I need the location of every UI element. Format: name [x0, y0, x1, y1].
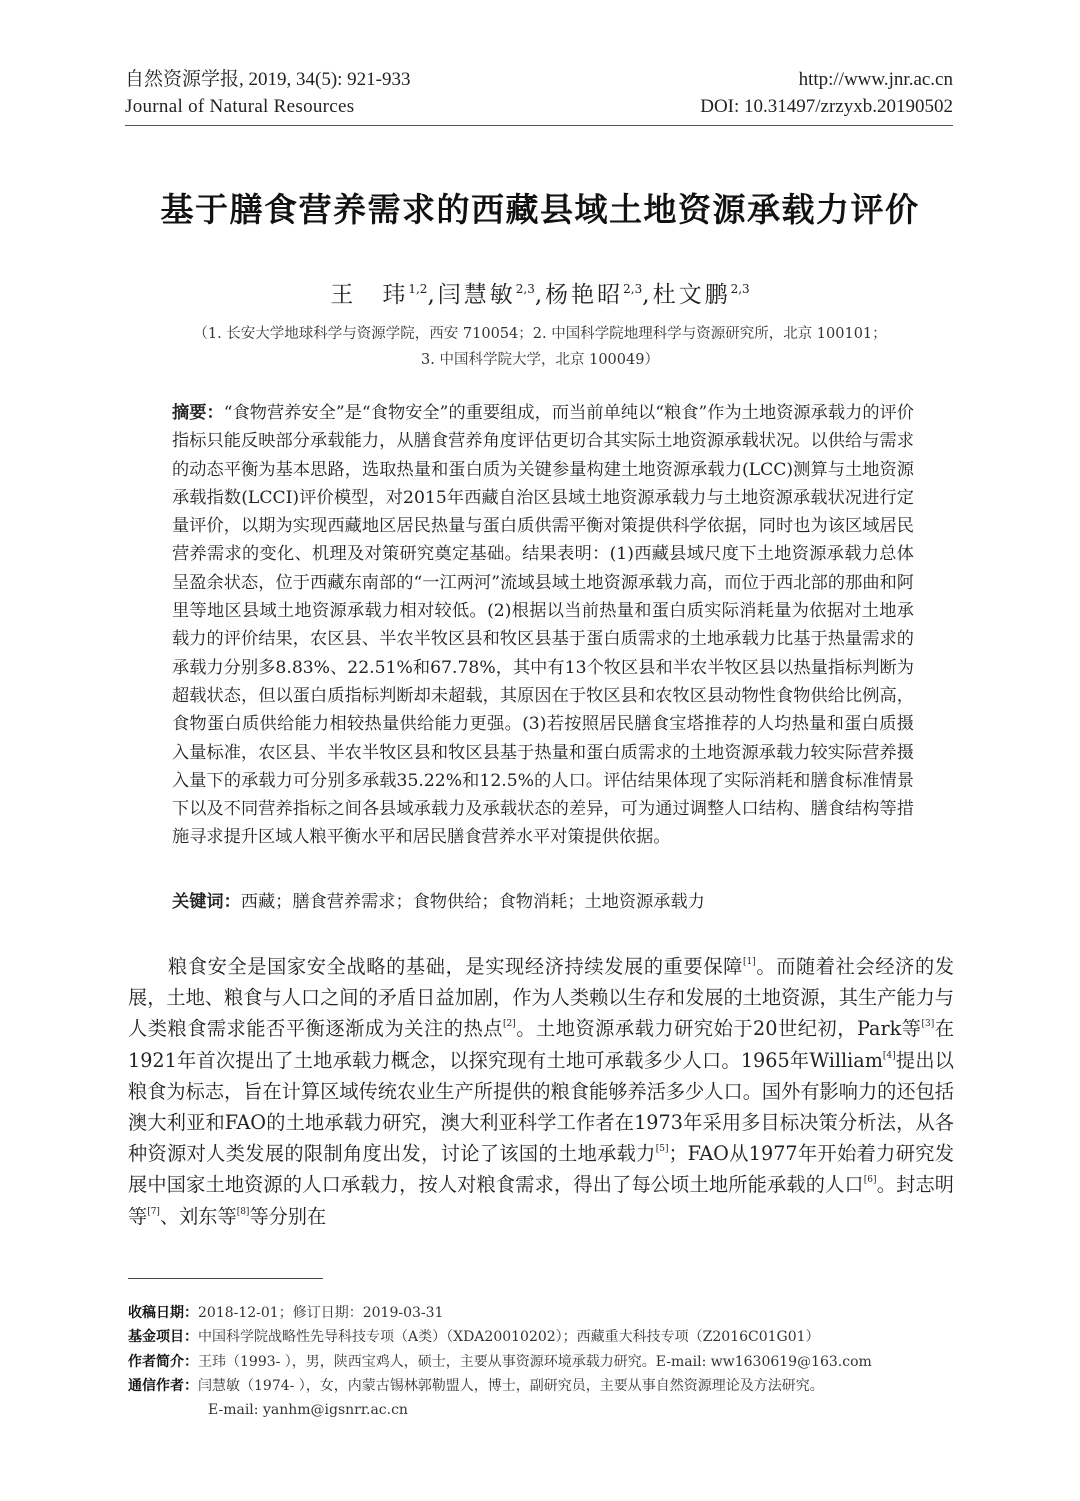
paper-title: 基于膳食营养需求的西藏县域土地资源承载力评价 [160, 190, 920, 229]
keywords-text: 西藏；膳食营养需求；食物供给；食物消耗；土地资源承载力 [240, 892, 705, 912]
citation-ref[interactable]: [5] [655, 1144, 669, 1155]
header-rule [125, 125, 953, 126]
citation-ref[interactable]: [1] [742, 957, 756, 967]
footnote-rule [128, 1278, 323, 1279]
author-name: 杜文鹏 [652, 282, 731, 308]
journal-citation-cn: 自然资源学报, 2019, 34(5): 921-933 [125, 69, 411, 90]
author-separator: , [534, 282, 546, 308]
footnote-text: 闫慧敏（1974- ），女，内蒙古锡林郭勒盟人，博士，副研究员，主要从事自然资源理论及方法研究。 [198, 1378, 824, 1394]
intro-paragraph [128, 951, 954, 1232]
footnote-label: 基金项目： [128, 1329, 198, 1345]
citation-ref[interactable]: [3] [921, 1019, 935, 1030]
body-text-run: 等分别在 [249, 1204, 327, 1228]
affiliation-line: 3. 中国科学院大学，北京 100049） [421, 352, 659, 368]
keywords [172, 888, 914, 916]
footnote-received [128, 1304, 443, 1322]
body-text-run: 提出以粮食为标志，旨在计算区域传统农业生产所提供的粮食能够养活多少人口。国外有影响力的还包括澳大利亚和FAO的土地承载力研究，澳大利亚科学工作者在1973年采用多目标决策分析法，从各种资源对人类发展的限制角度出发，讨论了该国的土地承载力 [128, 1048, 954, 1166]
author-affiliation-mark: 2,3 [730, 282, 750, 296]
footnote-text: 2018-12-01；修订日期：2019-03-31 [198, 1305, 444, 1321]
abstract [172, 399, 914, 852]
body-text-run: 。封志明等 [128, 1173, 954, 1228]
author-affiliation-mark: 2,3 [623, 282, 643, 296]
keywords-label: 关键词： [172, 892, 241, 912]
journal-name-en: Journal of Natural Resources [125, 96, 355, 117]
citation-ref[interactable]: [4] [882, 1050, 896, 1061]
author-affiliation-mark: 1,2 [408, 282, 428, 296]
affiliation-line: （1. 长安大学地球科学与资源学院，西安 710054；2. 中国科学院地理科学与资源研究所，北京 100101； [193, 326, 887, 342]
body-text-run: 在1921年首次提出了土地承载力概念，以探究现有土地可承载多少人口。1965年William [128, 1017, 955, 1072]
doi: DOI: 10.31497/zrzyxb.20190502 [700, 96, 953, 117]
footnote-text: 中国科学院战略性先导科技专项（A类）（XDA20010202）；西藏重大科技专项（Z2016C01G01） [198, 1329, 820, 1345]
footnote-fund [128, 1328, 820, 1346]
body-text-run: 、刘东等 [159, 1204, 237, 1228]
corresponding-email[interactable]: E-mail: yanhm@igsnrr.ac.cn [208, 1402, 408, 1418]
footnote-corresponding [128, 1377, 824, 1395]
footnote-author-bio [128, 1353, 872, 1371]
body-text-run: 。土地资源承载力研究始于20世纪初，Park等 [515, 1017, 922, 1041]
footnote-label: 作者简介： [128, 1354, 198, 1370]
footnote-text: 王玮（1993- ），男，陕西宝鸡人，硕士，主要从事资源环境承载力研究。E-mail: ww1630619@163.com [198, 1354, 872, 1370]
citation-ref[interactable]: [7] [147, 1206, 160, 1217]
body-text-run: ；FAO从1977年开始着力研究发展中国家土地资源的人口承载力，按人对粮食需求，得出了每公顷土地所能承载的人口 [128, 1142, 955, 1197]
author-separator: , [642, 282, 653, 308]
author-name: 闫慧敏 [437, 282, 516, 308]
footnote-label: 收稿日期： [128, 1305, 198, 1321]
journal-url[interactable]: http://www.jnr.ac.cn [798, 69, 953, 90]
author-list [0, 276, 1080, 309]
citation-ref[interactable]: [2] [502, 1019, 516, 1030]
body-text-run: 。而随着社会经济的发展，土地、粮食与人口之间的矛盾日益加剧，作为人类赖以生存和发展的土地资源，其生产能力与人类粮食需求能否平衡逐渐成为关注的热点 [128, 955, 955, 1041]
author-affiliation-mark: 2,3 [515, 282, 535, 296]
author-name: 杨艳昭 [545, 282, 624, 308]
abstract-label: 摘要： [172, 403, 224, 423]
author-separator: , [427, 282, 438, 308]
footnote-label: 通信作者： [128, 1378, 198, 1394]
author-name: 王 玮 [330, 282, 409, 308]
citation-ref[interactable]: [6] [863, 1175, 877, 1186]
body-text-run: 粮食安全是国家安全战略的基础，是实现经济持续发展的重要保障 [168, 955, 743, 978]
citation-ref[interactable]: [8] [236, 1206, 250, 1217]
abstract-text: “食物营养安全”是“食物安全”的重要组成，而当前单纯以“粮食”作为土地资源承载力的评价指标只能反映部分承载能力，从膳食营养角度评估更切合其实际土地资源承载状况。以供给与需求的动态平衡为基本思路，选取热量和蛋白质为关键参量构建土地资源承载力(LCC)测算与土地资源承载指数(LCCI)评价模型，对2015年西藏自治区县域土地资源承载力与土地资源承载状况进行定量评价，以期为实现西藏地区居民热量与蛋白质供需平衡对策提供科学依据，同时也为该区域居民营养需求的变化、机理及对策研究奠定基础。结果表明：(1)西藏县域尺度下土地资源承载力总体呈盈余状态，位于西藏东南部的“一江两河”流域县域土地资源承载力高，而位于西北部的那曲和阿里等地区县域土地资源承载力相对较低。(2)根据以当前热量和蛋白质实际消耗量为依据对土地承载力的评价结果，农区县、半农半牧区县和牧区县基于蛋白质需求的土地承载力比基于热量需求的承载力分别多8.83%、22.51%和67.78%，其中有13个牧区县和半农半牧区县以热量指标判断为超载状态，但以蛋白质指标判断却未超载，其原因在于牧区县和农牧区县动物性食物供给比例高，食物蛋白质供给能力相较热量供给能力更强。(3)若按照居民膳食宝塔推荐的人均热量和蛋白质摄入量标准，农区县、半农半牧区县和牧区县基于热量和蛋白质需求的土地资源承载力较实际营养摄入量下的承载力可分别多承载35.22%和12.5%的人口。评估结果体现了实际消耗和膳食标准情景下以及不同营养指标之间各县域承载力及承载状态的差异，可为通过调整人口结构、膳食结构等措施寻求提升区域人粮平衡水平和居民膳食营养水平对策提供依据。 [172, 403, 914, 848]
